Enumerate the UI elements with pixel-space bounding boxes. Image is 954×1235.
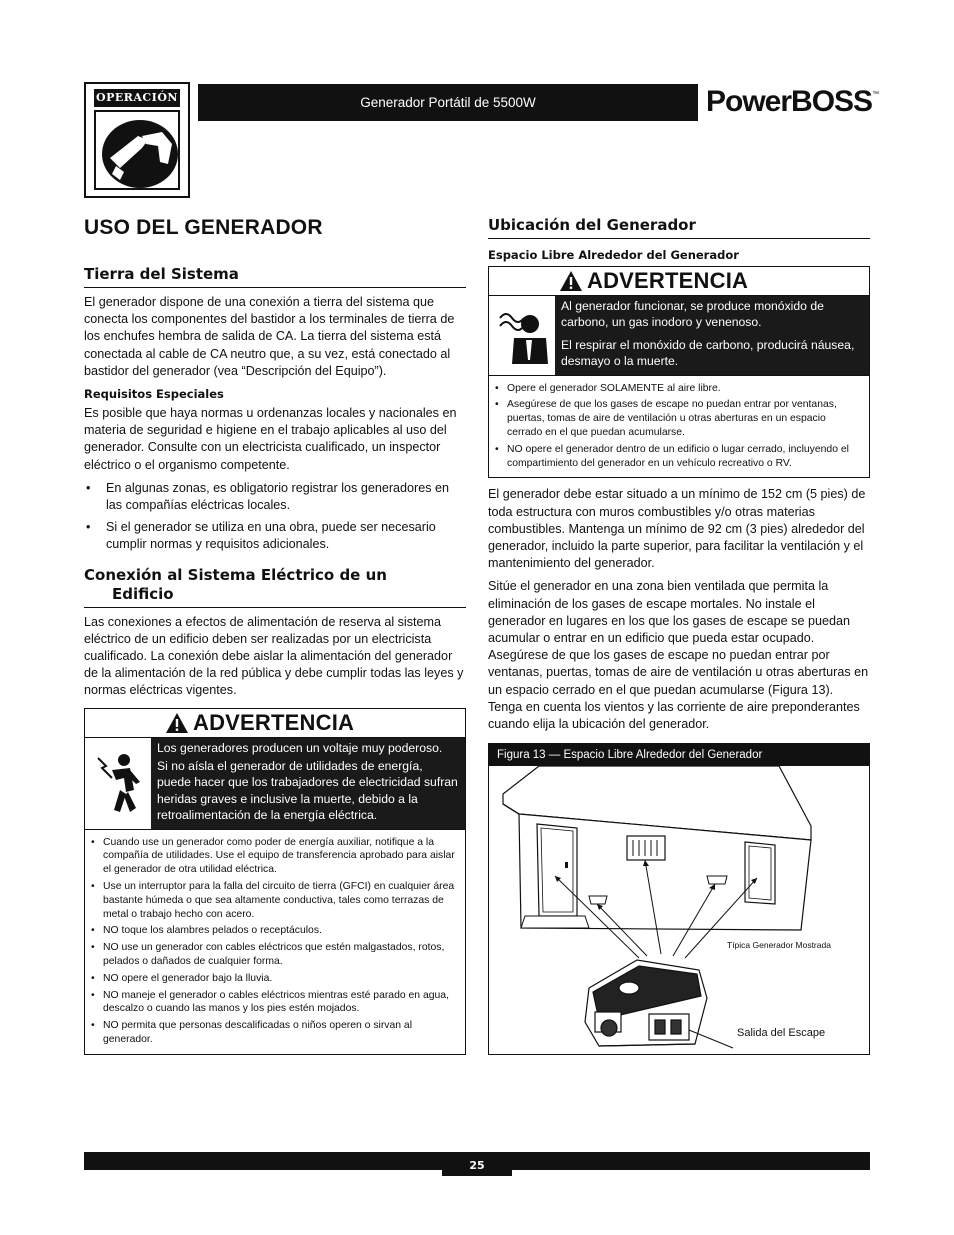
list-item: • En algunas zonas, es obligatorio registrar los generadores en las compañías eléctricas locales. — [84, 480, 466, 514]
exhaust-label: Salida del Escape — [737, 1027, 826, 1040]
warning-statement: Al generador funcionar, se produce monóxido de carbono, un gas inodoro y venenoso. — [561, 299, 824, 330]
warning-statement: Los generadores producen un voltaje muy poderoso. — [157, 740, 443, 755]
list-item: • NO toque los alambres pelados o receptáculos. — [89, 924, 459, 938]
trademark-symbol: ™ — [872, 91, 880, 98]
warning-dark-panel — [555, 296, 869, 375]
special-requirements-heading: Requisitos Especiales — [84, 387, 224, 402]
page-title: USO DEL GENERADOR — [84, 216, 323, 239]
ventilation-paragraph: Sitúe el generador en una zona bien ventilada que permita la eliminación de los gases de escape mortales. No instale el generador en lugares en los que los gases de escape se puedan acumular o entrar en un edificio que pueda estar ocupado. Asegúrese de que los gases de escape no puedan entrar por ventanas, puertas, tomas de aire de ventilación u otras aberturas en un espacio cerrado en el que puedan acumularse (Figura 13). Tenga en cuenta los vientos y las corriente de aire preponderantes cuando elija la ubicación del generador. — [488, 579, 869, 732]
warning-title: ADVERTENCIA — [587, 268, 749, 293]
list-item: • Si el generador se utiliza en una obra, puede ser necesario cumplir normas y requisitos adicionales. — [84, 519, 466, 553]
warning-body — [85, 737, 465, 829]
electric-shock-icon — [90, 748, 146, 818]
list-item: • Asegúrese de que los gases de escape no puedan entrar por ventanas, puertas, tomas de aire de ventilación u otras aberturas en un espacio cerrado en el que puedan acumularse. — [493, 398, 863, 439]
document-title-bar: Generador Portátil de 5500W — [198, 84, 698, 121]
brand-name: PowerBOSS — [706, 85, 873, 118]
special-requirements-paragraph: Es posible que haya normas u ordenanzas locales y nacionales en materia de seguridad e higiene en el trabajo aplicables al uso del generador. Consulte con un electricista cualificado, un inspector eléctrico o el organismo competente. — [84, 406, 457, 472]
badge-title: OPERACIÓN — [94, 89, 180, 107]
warning-list — [85, 829, 465, 1054]
special-requirements-list — [84, 480, 466, 554]
clearance-paragraph: El generador debe estar situado a un mínimo de 152 cm (5 pies) de toda estructura con muros combustibles y/o otras materias combustibles. Mantenga un mínimo de 92 cm (3 pies) alrededor del generador, incluido la parte superior, para facilitar la ventilación y el mantenimiento del generador. — [488, 487, 866, 571]
list-item: • Cuando use un generador como poder de energía auxiliar, notifique a la compañía de utilidades. Use el equipo de transferencia aprobado para aislar el generador de otra utilidad eléctrica. — [89, 836, 459, 877]
figure-note: Típica Generador Mostrada — [727, 940, 831, 951]
warning-header — [85, 709, 465, 737]
operation-hands-icon — [98, 114, 182, 192]
heading-line: Edificio — [112, 584, 174, 603]
electrical-warning-box — [84, 708, 466, 1055]
right-column — [488, 216, 870, 1055]
list-item: • NO opere el generador bajo la lluvia. — [89, 972, 459, 986]
toxic-fumes-icon — [494, 304, 550, 366]
left-column — [84, 216, 466, 1055]
clearance-illustration — [489, 766, 869, 1054]
warning-dark-panel — [151, 738, 465, 829]
co-warning-box — [488, 266, 870, 478]
figure-13 — [488, 743, 870, 1055]
heading-line: Conexión al Sistema Eléctrico de un — [84, 565, 387, 584]
brand-logo — [706, 85, 880, 119]
clearance-heading: Espacio Libre Alrededor del Generador — [488, 248, 739, 262]
warning-body — [489, 295, 869, 375]
list-item: • NO permita que personas descalificadas o niños operen o sirvan al generador. — [89, 1019, 459, 1047]
section-heading-location: Ubicación del Generador — [488, 216, 870, 239]
badge-frame — [94, 110, 180, 190]
page-number: 25 — [442, 1152, 512, 1176]
list-item: • NO maneje el generador o cables eléctricos mientras esté parado en agua, descalzo o cuando las manos y los pies estén mojados. — [89, 989, 459, 1017]
warning-consequence: Si no aísla el generador de utilidades de energía, puede hacer que los trabajadores de electricidad sufran heridas graves e inclusive la muerte, debido a la retroalimentación de la energía eléctrica. — [157, 759, 458, 823]
warning-list — [489, 375, 869, 478]
warning-image — [85, 738, 151, 829]
section-heading-building-connection — [84, 566, 466, 608]
figure-caption: Figura 13 — Espacio Libre Alrededor del Generador — [489, 744, 869, 766]
building-connection-paragraph: Las conexiones a efectos de alimentación de reserva al sistema eléctrico de un edificio deben ser realizadas por un electricista cualificado. La conexión debe aislar la alimentación del generador de la alimentación de la red pública y debe cumplir todas las leyes y normas eléctricas vigentes. — [84, 614, 464, 698]
system-ground-paragraph: El generador dispone de una conexión a tierra del sistema que conecta los componentes del bastidor a los terminales de tierra de los enchufes hembra de salida de CA. La tierra del sistema está conectada al cable de CA neutro que, a su vez, está conectado al bastidor del generador (vea “Descripción del Equipo”). — [84, 295, 455, 378]
operation-badge — [84, 82, 190, 198]
list-item: • Opere el generador SOLAMENTE al aire libre. — [493, 382, 863, 396]
warning-header — [489, 267, 869, 295]
list-item: • NO opere el generador dentro de un edificio o lugar cerrado, incluyendo el compartimiento del generador en un vehículo recreativo o RV. — [493, 443, 863, 471]
warning-triangle-icon — [559, 270, 583, 292]
list-item: • Use un interruptor para la falla del circuito de tierra (GFCI) en cualquier área bastante húmeda o que sea altamente conductiva, tales como terrazas de metal o trabajo hecho con acero. — [89, 880, 459, 921]
section-heading-system-ground: Tierra del Sistema — [84, 265, 466, 288]
list-item: • NO use un generador con cables eléctricos que estén malgastados, rotos, pelados o dañados de cualquier forma. — [89, 941, 459, 969]
warning-triangle-icon — [165, 712, 189, 734]
warning-title: ADVERTENCIA — [193, 709, 355, 735]
warning-image — [489, 296, 555, 375]
warning-consequence: El respirar el monóxido de carbono, producirá náusea, desmayo o la muerte. — [561, 337, 855, 369]
